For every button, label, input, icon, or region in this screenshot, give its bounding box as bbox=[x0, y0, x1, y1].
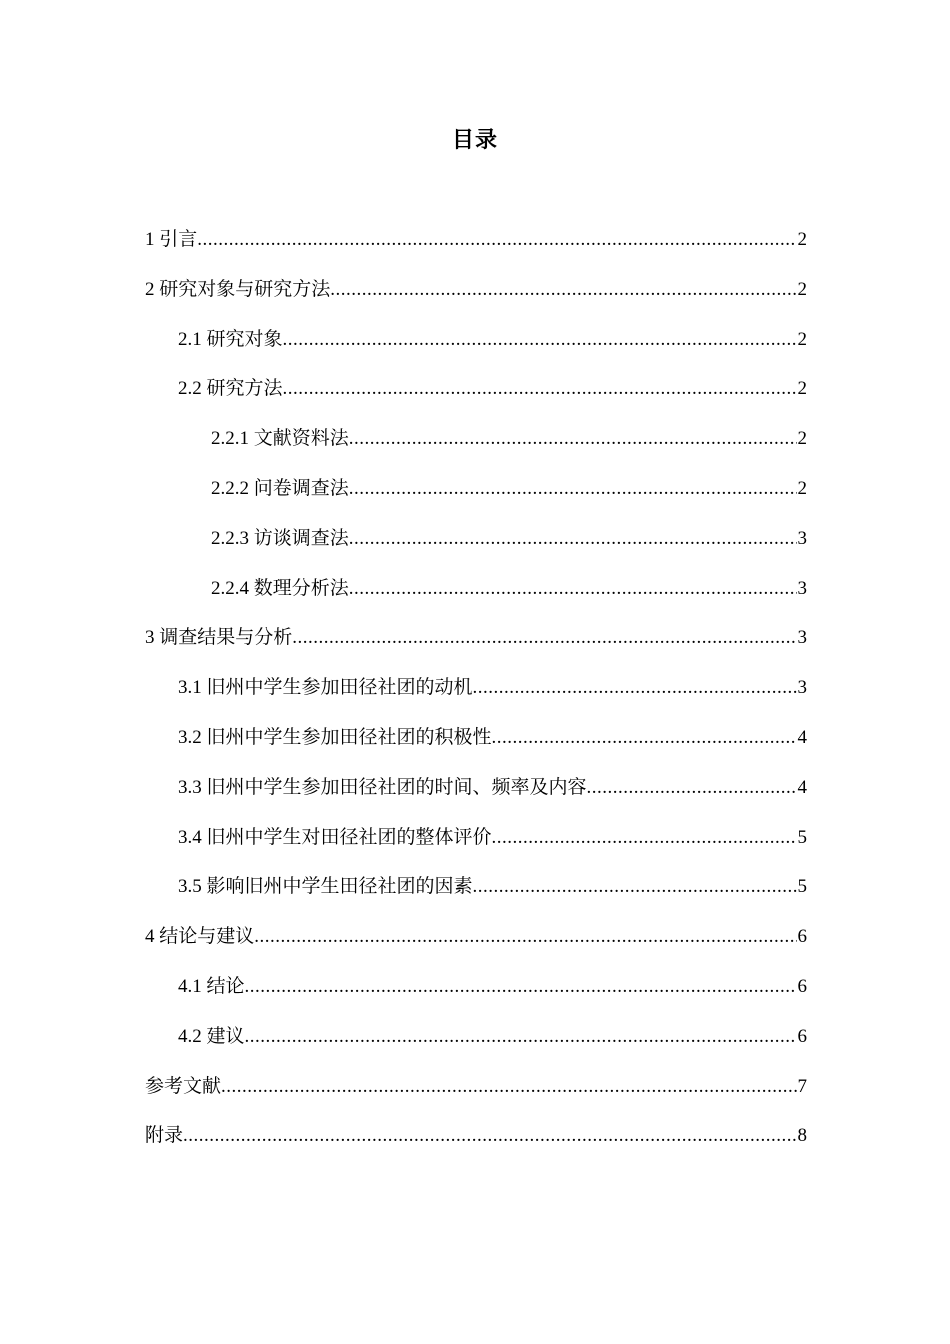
toc-entry-page-number: 2 bbox=[797, 428, 807, 450]
toc-entry-label: 3.1 旧州中学生参加田径社团的动机 bbox=[178, 677, 473, 699]
toc-entry-page-number: 6 bbox=[797, 1025, 807, 1047]
toc-entry-page-number: 6 bbox=[797, 975, 807, 997]
toc-entry[interactable] bbox=[145, 671, 807, 721]
toc-entry-page-number: 7 bbox=[797, 1075, 807, 1097]
toc-entry-page-number: 2 bbox=[797, 328, 807, 350]
toc-entry-label: 3.3 旧州中学生参加田径社团的时间、频率及内容 bbox=[178, 776, 587, 798]
toc-entry[interactable] bbox=[145, 273, 807, 323]
toc-entry[interactable] bbox=[145, 1070, 807, 1120]
toc-entry-label: 1 引言 bbox=[145, 229, 198, 250]
toc-entry-label: 3.4 旧州中学生对田径社团的整体评价 bbox=[178, 826, 492, 848]
toc-entry-label: 4 结论与建议 bbox=[145, 926, 255, 948]
toc-entry-label: 4.2 建议 bbox=[178, 1025, 245, 1047]
toc-entry-label: 2.2.4 数理分析法 bbox=[211, 577, 349, 599]
toc-entry-page-number: 2 bbox=[797, 378, 807, 400]
toc-dot-leader bbox=[245, 1020, 797, 1054]
toc-entry[interactable] bbox=[145, 821, 807, 871]
toc-dot-leader bbox=[245, 970, 797, 1004]
toc-entry[interactable] bbox=[145, 1020, 807, 1070]
toc-entry-page-number: 3 bbox=[797, 527, 807, 549]
toc-entry-label: 4.1 结论 bbox=[178, 975, 245, 997]
toc-entry-page-number: 4 bbox=[797, 726, 807, 748]
toc-entry-label: 2 研究对象与研究方法 bbox=[145, 278, 331, 300]
toc-dot-leader bbox=[349, 572, 797, 606]
toc-entry-page-number: 2 bbox=[797, 477, 807, 499]
toc-dot-leader bbox=[183, 1119, 796, 1153]
toc-dot-leader bbox=[221, 1070, 796, 1104]
toc-entry[interactable] bbox=[145, 970, 807, 1020]
toc-dot-leader bbox=[587, 771, 797, 805]
toc-entry[interactable] bbox=[145, 721, 807, 771]
toc-dot-leader bbox=[330, 273, 796, 307]
toc-entry[interactable] bbox=[145, 422, 807, 472]
toc-entry[interactable] bbox=[145, 870, 807, 920]
toc-entry-label: 3.5 影响旧州中学生田径社团的因素 bbox=[178, 876, 473, 898]
toc-entry[interactable] bbox=[145, 1119, 807, 1169]
toc-entry[interactable] bbox=[145, 572, 807, 622]
toc-entry[interactable] bbox=[145, 522, 807, 572]
toc-entry[interactable] bbox=[145, 223, 807, 273]
toc-dot-leader bbox=[283, 372, 797, 406]
toc-dot-leader bbox=[283, 323, 797, 357]
toc-dot-leader bbox=[473, 671, 797, 705]
toc-dot-leader bbox=[292, 621, 796, 655]
toc-entry[interactable] bbox=[145, 621, 807, 671]
toc-entry[interactable] bbox=[145, 372, 807, 422]
toc-entry-page-number: 3 bbox=[797, 627, 807, 649]
toc-entry[interactable] bbox=[145, 771, 807, 821]
toc-dot-leader bbox=[492, 721, 797, 755]
toc-entry-label: 3.2 旧州中学生参加田径社团的积极性 bbox=[178, 726, 492, 748]
toc-entry-label: 2.2 研究方法 bbox=[178, 378, 283, 400]
toc-dot-leader bbox=[349, 522, 797, 556]
toc-entry-page-number: 3 bbox=[797, 577, 807, 599]
toc-entry-page-number: 5 bbox=[797, 876, 807, 898]
toc-entry-page-number: 2 bbox=[797, 229, 807, 250]
toc-entry-label: 2.2.1 文献资料法 bbox=[211, 428, 349, 450]
toc-entry-page-number: 4 bbox=[797, 776, 807, 798]
toc-dot-leader bbox=[492, 821, 797, 855]
toc-entry-page-number: 5 bbox=[797, 826, 807, 848]
toc-entry[interactable] bbox=[145, 472, 807, 522]
toc-entry-label: 3 调查结果与分析 bbox=[145, 627, 293, 649]
toc-dot-leader bbox=[197, 223, 796, 257]
toc-entry[interactable] bbox=[145, 920, 807, 970]
toc-entry-page-number: 6 bbox=[797, 926, 807, 948]
toc-dot-leader bbox=[349, 472, 797, 506]
toc-entry-label: 2.2.3 访谈调查法 bbox=[211, 527, 349, 549]
toc-dot-leader bbox=[349, 422, 797, 456]
toc-entry-label: 参考文献 bbox=[145, 1075, 222, 1097]
toc-entry-label: 2.2.2 问卷调查法 bbox=[211, 477, 349, 499]
toc-list bbox=[145, 223, 807, 1169]
toc-entry-page-number: 2 bbox=[797, 278, 807, 300]
toc-entry-label: 2.1 研究对象 bbox=[178, 328, 283, 350]
toc-dot-leader bbox=[473, 870, 797, 904]
toc-entry-page-number: 3 bbox=[797, 677, 807, 699]
toc-title: 目录 bbox=[451, 128, 498, 153]
toc-entry-label: 附录 bbox=[145, 1125, 184, 1147]
toc-entry[interactable] bbox=[145, 323, 807, 373]
toc-dot-leader bbox=[254, 920, 796, 954]
toc-entry-page-number: 8 bbox=[797, 1125, 807, 1147]
